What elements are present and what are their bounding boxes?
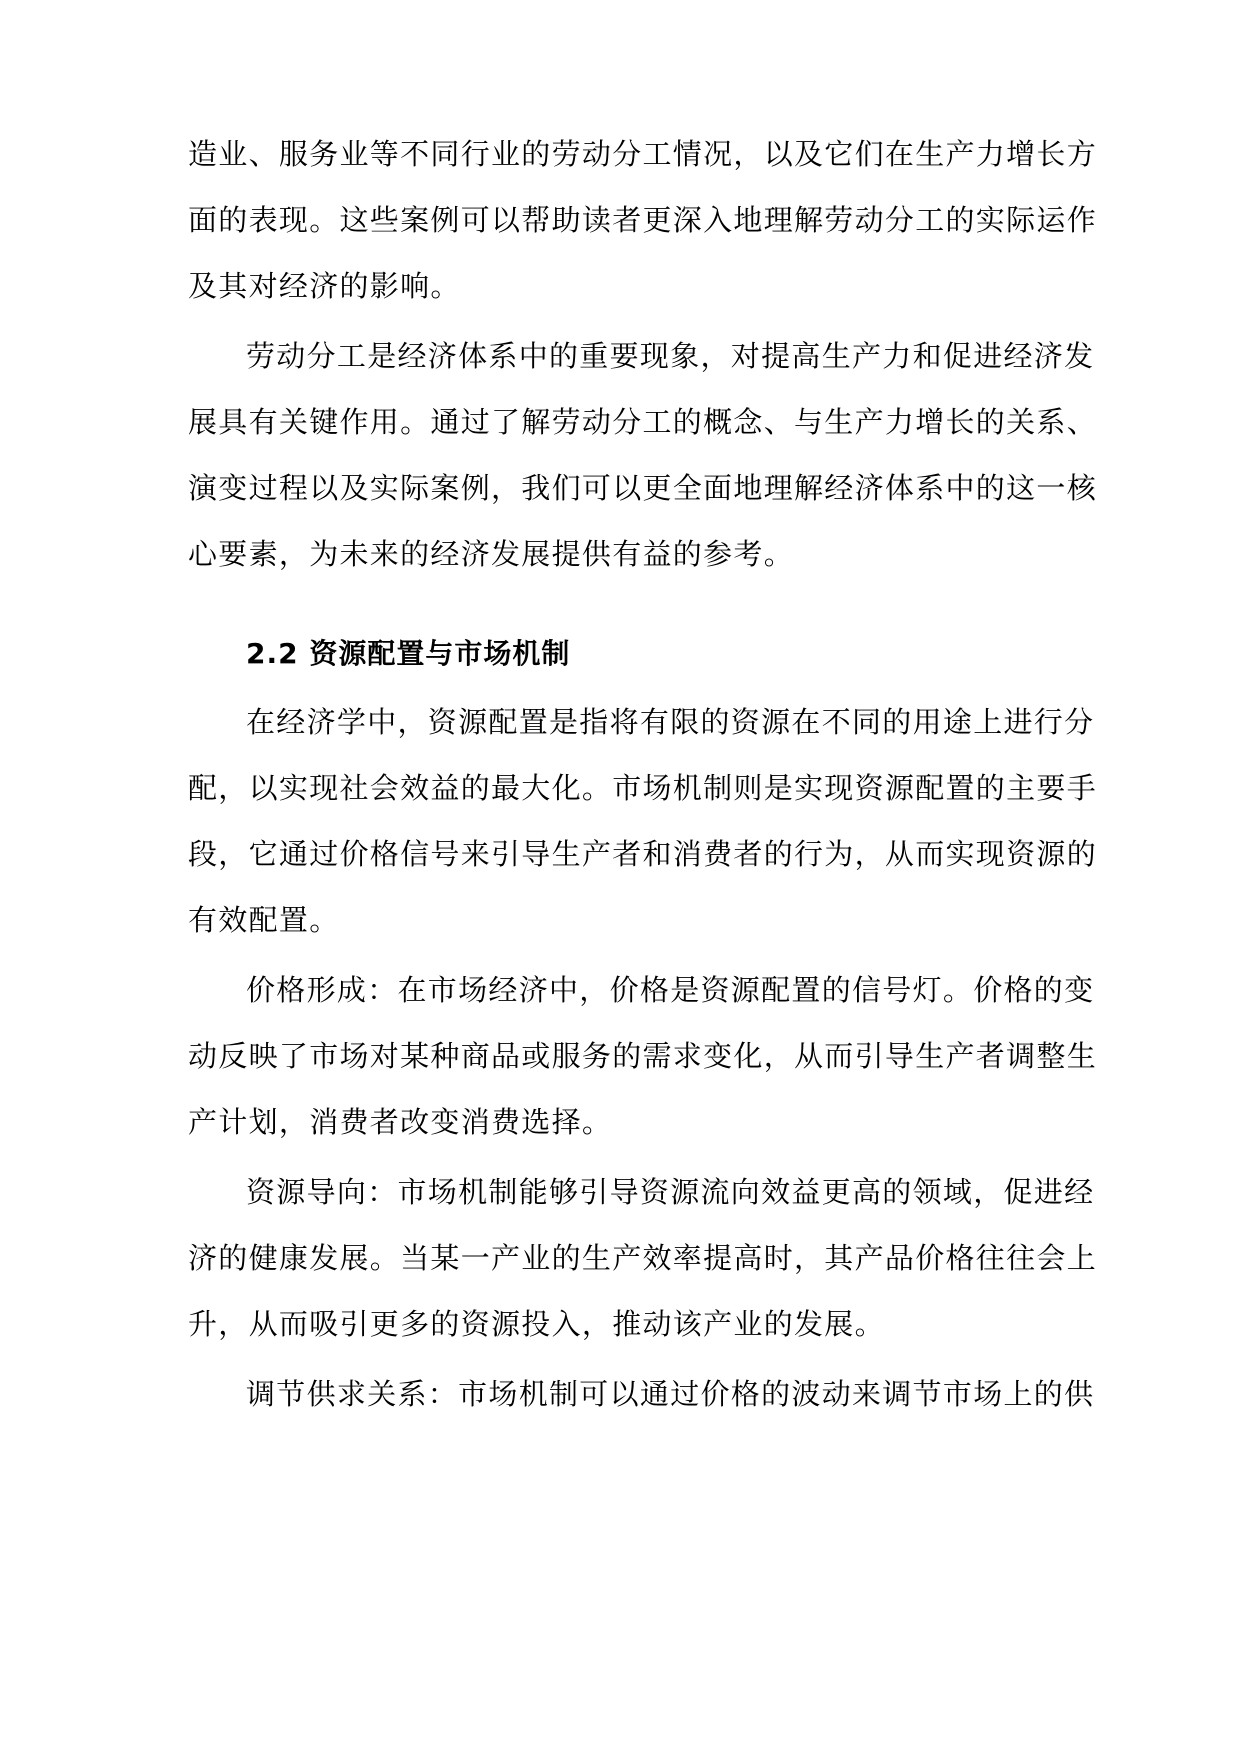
text-line: 劳动分工是经济体系中的重要现象，对提高生产力和促进经济发 [246,339,1095,373]
text-line: 演变过程以及实际案例，我们可以更全面地理解经济体系中的这一核 [188,471,1098,505]
text-line: 价格形成：在市场经济中，价格是资源配置的信号灯。价格的变 [246,973,1095,1007]
text-line: 济的健康发展。当某一产业的生产效率提高时，其产品价格往往会上 [188,1241,1098,1275]
text-line: 展具有关键作用。通过了解劳动分工的概念、与生产力增长的关系、 [188,405,1098,439]
text-line: 心要素，为未来的经济发展提供有益的参考。 [188,537,795,571]
text-line: 在经济学中，资源配置是指将有限的资源在不同的用途上进行分 [246,705,1095,739]
text-line: 动反映了市场对某种商品或服务的需求变化，从而引导生产者调整生 [188,1039,1098,1073]
text-line: 升，从而吸引更多的资源投入，推动该产业的发展。 [188,1307,885,1341]
text-line: 及其对经济的影响。 [188,269,461,303]
text-line: 面的表现。这些案例可以帮助读者更深入地理解劳动分工的实际运作 [188,203,1098,237]
text-line: 造业、服务业等不同行业的劳动分工情况，以及它们在生产力增长方 [188,137,1098,171]
section-heading: 2.2 资源配置与市场机制 [246,637,571,670]
text-line: 资源导向：市场机制能够引导资源流向效益更高的领域，促进经 [246,1175,1095,1209]
text-line: 有效配置。 [188,903,340,937]
text-line: 配，以实现社会效益的最大化。市场机制则是实现资源配置的主要手 [188,771,1098,805]
text-line: 产计划，消费者改变消费选择。 [188,1105,613,1139]
text-line: 段，它通过价格信号来引导生产者和消费者的行为，从而实现资源的 [188,837,1098,871]
text-line: 调节供求关系：市场机制可以通过价格的波动来调节市场上的供 [246,1377,1095,1411]
